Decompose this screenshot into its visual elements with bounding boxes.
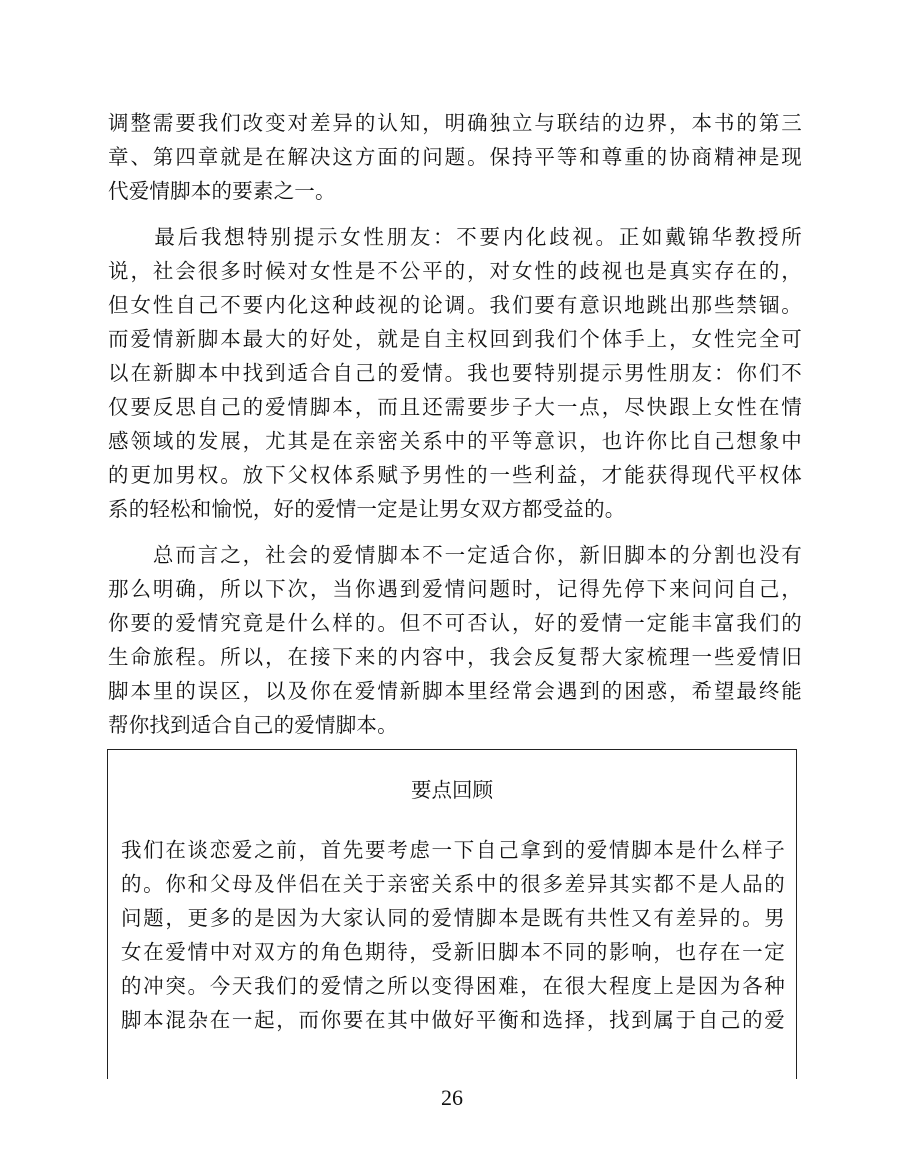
key-points-recap-box xyxy=(107,749,797,1079)
recap-line: 的。你和父母及伴侣在关于亲密关系中的很多差异其实都不是人品的 xyxy=(121,872,785,896)
paragraph-3 xyxy=(108,538,802,742)
text-line: 而爱情新脚本最大的好处，就是自主权回到我们个体手上，女性完全可 xyxy=(108,327,802,351)
recap-line: 我们在谈恋爱之前，首先要考虑一下自己拿到的爱情脚本是什么样子 xyxy=(121,838,785,862)
text-line: 系的轻松和愉悦，好的爱情一定是让男女双方都受益的。 xyxy=(108,497,626,521)
text-line: 但女性自己不要内化这种歧视的论调。我们要有意识地跳出那些禁锢。 xyxy=(108,293,802,317)
text-line: 的更加男权。放下父权体系赋予男性的一些利益，才能获得现代平权体 xyxy=(108,463,802,487)
text-line: 感领域的发展，尤其是在亲密关系中的平等意识，也许你比自己想象中 xyxy=(108,429,802,453)
paragraph-spacer xyxy=(108,208,802,220)
text-line: 说，社会很多时候对女性是不公平的，对女性的歧视也是真实存在的， xyxy=(108,259,802,283)
recap-body xyxy=(121,833,785,1037)
recap-line: 脚本混杂在一起，而你要在其中做好平衡和选择，找到属于自己的爱 xyxy=(121,1008,785,1032)
text-line: 代爱情脚本的要素之一。 xyxy=(108,179,336,203)
recap-line: 女在爱情中对双方的角色期待，受新旧脚本不同的影响，也存在一定 xyxy=(121,940,785,964)
text-line: 那么明确，所以下次，当你遇到爱情问题时，记得先停下来问问自己， xyxy=(108,577,802,601)
text-line: 脚本里的误区，以及你在爱情新脚本里经常会遇到的困惑，希望最终能 xyxy=(108,679,802,703)
recap-line: 问题，更多的是因为大家认同的爱情脚本是既有共性又有差异的。男 xyxy=(121,906,785,930)
text-line: 调整需要我们改变对差异的认知，明确独立与联结的边界，本书的第三 xyxy=(108,111,802,135)
page-number: 26 xyxy=(441,1085,463,1110)
text-line: 帮你找到适合自己的爱情脚本。 xyxy=(108,713,398,737)
recap-line: 的冲突。今天我们的爱情之所以变得困难，在很大程度上是因为各种 xyxy=(121,974,785,998)
text-line: 章、第四章就是在解决这方面的问题。保持平等和尊重的协商精神是现 xyxy=(108,145,802,169)
text-line: 最后我想特别提示女性朋友：不要内化歧视。正如戴锦华教授所 xyxy=(108,225,802,249)
recap-title: 要点回顾 xyxy=(411,778,493,802)
paragraph-2 xyxy=(108,220,802,526)
text-line: 你要的爱情究竟是什么样的。但不可否认，好的爱情一定能丰富我们的 xyxy=(108,611,802,635)
text-line: 以在新脚本中找到适合自己的爱情。我也要特别提示男性朋友：你们不 xyxy=(108,361,802,385)
text-line: 生命旅程。所以，在接下来的内容中，我会反复帮大家梳理一些爱情旧 xyxy=(108,645,802,669)
text-line: 总而言之，社会的爱情脚本不一定适合你，新旧脚本的分割也没有 xyxy=(108,543,802,567)
paragraph-spacer xyxy=(108,526,802,538)
main-text xyxy=(108,106,802,742)
paragraph-1 xyxy=(108,106,802,208)
text-line: 仅要反思自己的爱情脚本，而且还需要步子大一点，尽快跟上女性在情 xyxy=(108,395,802,419)
